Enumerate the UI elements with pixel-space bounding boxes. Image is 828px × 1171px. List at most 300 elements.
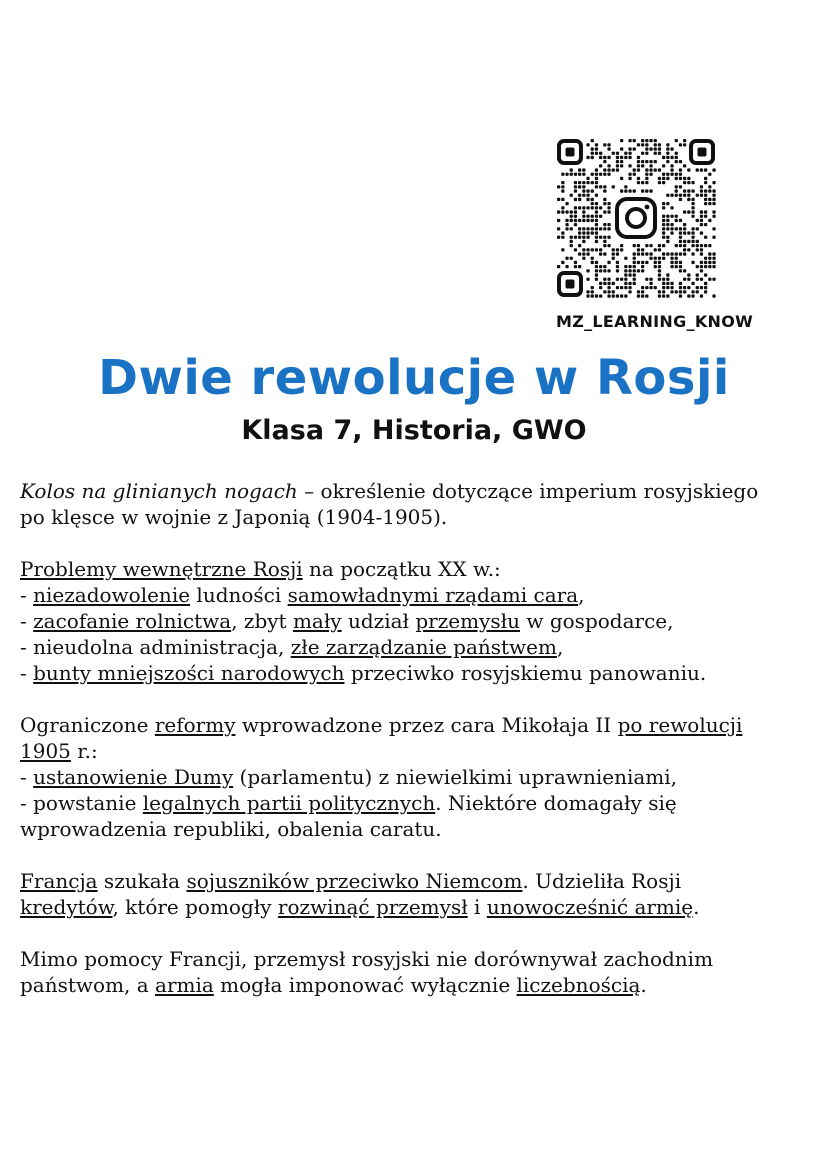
qr-module xyxy=(595,210,598,213)
qr-module xyxy=(595,240,598,243)
qr-module xyxy=(578,236,581,239)
qr-module xyxy=(624,294,627,297)
qr-module xyxy=(586,143,589,146)
qr-module xyxy=(595,194,598,197)
qr-module xyxy=(574,185,577,188)
qr-module xyxy=(570,227,573,230)
qr-module xyxy=(624,156,627,159)
qr-module xyxy=(607,286,610,289)
qr-module xyxy=(683,194,686,197)
qr-module xyxy=(595,227,598,230)
qr-module xyxy=(645,139,648,142)
qr-module xyxy=(683,290,686,293)
qr-module xyxy=(633,173,636,176)
qr-module xyxy=(595,181,598,184)
qr-module xyxy=(670,206,673,209)
qr-module xyxy=(599,173,602,176)
qr-module xyxy=(633,282,636,285)
qr-module xyxy=(691,227,694,230)
qr-module xyxy=(607,143,610,146)
qr-module xyxy=(628,282,631,285)
qr-module xyxy=(670,194,673,197)
qr-module xyxy=(662,294,665,297)
qr-module xyxy=(595,269,598,272)
qr-module xyxy=(679,252,682,255)
qr-module xyxy=(675,152,678,155)
qr-module xyxy=(683,143,686,146)
qr-module xyxy=(591,156,594,159)
qr-module xyxy=(561,181,564,184)
text-span: na początku XX w.: xyxy=(302,557,501,581)
qr-module xyxy=(649,244,652,247)
qr-module xyxy=(595,236,598,239)
qr-module xyxy=(586,177,589,180)
qr-module xyxy=(633,265,636,268)
qr-module xyxy=(704,286,707,289)
qr-module xyxy=(628,164,631,167)
qr-module xyxy=(675,160,678,163)
qr-module xyxy=(712,189,715,192)
list-item xyxy=(20,790,810,816)
qr-module xyxy=(624,257,627,260)
qr-module xyxy=(612,282,615,285)
qr-module xyxy=(654,143,657,146)
qr-module xyxy=(603,168,606,171)
qr-module xyxy=(649,278,652,281)
qr-module xyxy=(666,160,669,163)
qr-module xyxy=(616,160,619,163)
qr-module xyxy=(670,227,673,230)
paragraph-internal-problems xyxy=(20,556,810,686)
qr-module xyxy=(607,164,610,167)
qr-module xyxy=(603,278,606,281)
qr-module xyxy=(675,265,678,268)
qr-module xyxy=(708,261,711,264)
qr-module xyxy=(561,198,564,201)
qr-module xyxy=(700,244,703,247)
qr-module xyxy=(712,181,715,184)
qr-module xyxy=(654,147,657,150)
qr-module xyxy=(628,273,631,276)
qr-module xyxy=(591,231,594,234)
qr-module xyxy=(712,278,715,281)
qr-module xyxy=(574,210,577,213)
qr-module xyxy=(578,198,581,201)
qr-module xyxy=(691,294,694,297)
list-item xyxy=(20,660,810,686)
qr-module xyxy=(616,252,619,255)
qr-module xyxy=(675,139,678,142)
qr-module xyxy=(700,286,703,289)
text-line xyxy=(20,738,810,764)
qr-module xyxy=(708,185,711,188)
qr-module xyxy=(679,177,682,180)
qr-module xyxy=(565,257,568,260)
qr-module xyxy=(700,194,703,197)
underlined-term: przemysłu xyxy=(415,609,520,633)
qr-module xyxy=(675,219,678,222)
qr-module xyxy=(574,236,577,239)
qr-module xyxy=(662,156,665,159)
qr-module xyxy=(712,236,715,239)
qr-module xyxy=(704,223,707,226)
qr-module xyxy=(700,248,703,251)
qr-module xyxy=(666,278,669,281)
qr-module xyxy=(637,261,640,264)
qr-module xyxy=(574,181,577,184)
qr-module xyxy=(649,164,652,167)
list-item xyxy=(20,608,810,634)
qr-module xyxy=(557,210,560,213)
qr-module xyxy=(687,168,690,171)
qr-module xyxy=(616,278,619,281)
qr-module xyxy=(603,160,606,163)
qr-module xyxy=(645,152,648,155)
qr-module xyxy=(704,236,707,239)
qr-module xyxy=(666,177,669,180)
qr-module xyxy=(679,265,682,268)
qr-module xyxy=(633,273,636,276)
qr-module xyxy=(649,139,652,142)
qr-module xyxy=(574,198,577,201)
qr-module xyxy=(645,177,648,180)
qr-module xyxy=(578,252,581,255)
qr-module xyxy=(700,219,703,222)
qr-module xyxy=(633,244,636,247)
underlined-term: bunty mniejszości narodowych xyxy=(33,661,345,685)
text-line xyxy=(20,478,810,504)
qr-module xyxy=(607,290,610,293)
qr-module xyxy=(666,152,669,155)
qr-module xyxy=(595,215,598,218)
qr-module xyxy=(624,278,627,281)
qr-module xyxy=(607,282,610,285)
text-span: r.: xyxy=(70,739,98,763)
qr-module xyxy=(586,215,589,218)
qr-module xyxy=(704,257,707,260)
qr-module xyxy=(670,223,673,226)
qr-module xyxy=(704,202,707,205)
qr-module xyxy=(628,139,631,142)
text-span: . Udzieliła Rosji xyxy=(522,869,682,893)
qr-module xyxy=(607,223,610,226)
qr-module xyxy=(578,168,581,171)
qr-module xyxy=(654,286,657,289)
qr-module xyxy=(591,202,594,205)
qr-module xyxy=(712,198,715,201)
underlined-term: rozwinąć przemysł xyxy=(277,895,468,919)
qr-module xyxy=(641,181,644,184)
qr-module xyxy=(687,231,690,234)
qr-module xyxy=(616,286,619,289)
qr-module xyxy=(599,269,602,272)
qr-module xyxy=(645,261,648,264)
qr-module xyxy=(599,282,602,285)
qr-module xyxy=(683,244,686,247)
qr-module xyxy=(607,236,610,239)
qr-module xyxy=(637,168,640,171)
qr-module xyxy=(578,244,581,247)
qr-module xyxy=(679,261,682,264)
qr-module xyxy=(595,273,598,276)
qr-module xyxy=(565,210,568,213)
qr-module xyxy=(645,286,648,289)
text-line xyxy=(20,972,810,998)
qr-module xyxy=(607,168,610,171)
qr-module xyxy=(565,219,568,222)
qr-module xyxy=(633,189,636,192)
qr-module xyxy=(595,261,598,264)
qr-module xyxy=(599,248,602,251)
qr-module xyxy=(595,206,598,209)
qr-module xyxy=(687,177,690,180)
section-heading xyxy=(20,556,810,582)
qr-module xyxy=(645,189,648,192)
qr-module xyxy=(708,189,711,192)
qr-module xyxy=(599,286,602,289)
qr-module xyxy=(691,231,694,234)
qr-module xyxy=(700,265,703,268)
qr-module xyxy=(637,164,640,167)
qr-module xyxy=(687,189,690,192)
qr-module xyxy=(666,236,669,239)
qr-module xyxy=(633,278,636,281)
qr-module xyxy=(637,290,640,293)
qr-module xyxy=(595,219,598,222)
qr-module xyxy=(578,194,581,197)
qr-module xyxy=(582,227,585,230)
qr-module xyxy=(645,160,648,163)
qr-module xyxy=(645,252,648,255)
qr-module xyxy=(649,160,652,163)
qr-module xyxy=(620,248,623,251)
qr-module xyxy=(612,185,615,188)
text-span: mogła imponować wyłącznie xyxy=(213,973,517,997)
qr-module xyxy=(658,248,661,251)
qr-module xyxy=(675,257,678,260)
qr-module xyxy=(649,173,652,176)
qr-module xyxy=(666,173,669,176)
qr-module xyxy=(691,206,694,209)
underlined-term: złe zarządzanie państwem xyxy=(290,635,557,659)
qr-module xyxy=(683,139,686,142)
qr-module xyxy=(700,210,703,213)
qr-module xyxy=(637,294,640,297)
qr-code-image xyxy=(556,138,716,298)
qr-module xyxy=(645,294,648,297)
qr-module xyxy=(586,227,589,230)
qr-module xyxy=(708,278,711,281)
qr-module xyxy=(658,181,661,184)
qr-module xyxy=(712,168,715,171)
qr-module xyxy=(700,185,703,188)
qr-module xyxy=(591,286,594,289)
qr-module xyxy=(700,252,703,255)
qr-module xyxy=(595,248,598,251)
underlined-term: unowocześnić armię xyxy=(486,895,694,919)
qr-module xyxy=(691,198,694,201)
qr-module xyxy=(637,252,640,255)
qr-module xyxy=(557,236,560,239)
qr-module xyxy=(574,215,577,218)
qr-module xyxy=(586,231,589,234)
qr-module xyxy=(591,181,594,184)
text-span: . xyxy=(640,973,647,997)
underlined-term: legalnych partii politycznych xyxy=(142,791,436,815)
qr-module xyxy=(679,286,682,289)
qr-module xyxy=(620,286,623,289)
qr-module xyxy=(616,168,619,171)
qr-module xyxy=(586,198,589,201)
qr-module xyxy=(557,198,560,201)
text-span: przeciwko rosyjskiemu panowaniu. xyxy=(344,661,707,685)
qr-module xyxy=(620,294,623,297)
qr-module xyxy=(586,236,589,239)
underlined-term: armia xyxy=(155,973,214,997)
qr-module xyxy=(586,156,589,159)
qr-module xyxy=(658,244,661,247)
list-item xyxy=(20,634,810,660)
qr-module xyxy=(591,198,594,201)
qr-module xyxy=(645,168,648,171)
qr-module xyxy=(582,206,585,209)
qr-module xyxy=(628,290,631,293)
qr-module xyxy=(586,194,589,197)
qr-module xyxy=(704,215,707,218)
qr-module xyxy=(691,236,694,239)
underlined-term: 1905 xyxy=(20,739,71,763)
qr-module xyxy=(591,257,594,260)
qr-module xyxy=(603,173,606,176)
qr-module xyxy=(641,160,644,163)
qr-module xyxy=(586,252,589,255)
underlined-term: zacofanie rolnictwa xyxy=(33,609,232,633)
qr-module xyxy=(691,290,694,293)
qr-module xyxy=(670,168,673,171)
qr-module xyxy=(670,231,673,234)
qr-module xyxy=(704,261,707,264)
qr-module xyxy=(679,194,682,197)
qr-module xyxy=(683,286,686,289)
underlined-term: liczebnością xyxy=(516,973,641,997)
qr-module xyxy=(712,210,715,213)
qr-module xyxy=(599,265,602,268)
qr-module xyxy=(658,261,661,264)
paragraph-reforms xyxy=(20,712,810,842)
qr-module xyxy=(712,261,715,264)
qr-module xyxy=(641,189,644,192)
qr-module xyxy=(679,185,682,188)
text-span: państwom, a xyxy=(20,973,156,997)
qr-module xyxy=(574,261,577,264)
qr-module xyxy=(620,147,623,150)
text-line xyxy=(20,894,810,920)
qr-module xyxy=(616,294,619,297)
qr-module xyxy=(578,219,581,222)
qr-module xyxy=(700,215,703,218)
qr-module xyxy=(582,257,585,260)
qr-module xyxy=(603,156,606,159)
qr-module xyxy=(595,294,598,297)
qr-module xyxy=(628,286,631,289)
qr-module xyxy=(658,152,661,155)
qr-module xyxy=(712,252,715,255)
qr-module xyxy=(612,252,615,255)
qr-module xyxy=(624,282,627,285)
paragraph-france xyxy=(20,868,810,920)
qr-module xyxy=(700,261,703,264)
text-line: po klęsce w wojnie z Japonią (1904-1905). xyxy=(20,505,448,529)
qr-module xyxy=(666,143,669,146)
qr-module xyxy=(586,219,589,222)
qr-module xyxy=(696,248,699,251)
qr-module xyxy=(683,252,686,255)
qr-module xyxy=(645,147,648,150)
qr-module xyxy=(696,240,699,243)
qr-module xyxy=(582,248,585,251)
qr-module xyxy=(628,152,631,155)
qr-module xyxy=(679,160,682,163)
qr-module xyxy=(616,261,619,264)
qr-module xyxy=(607,206,610,209)
qr-module xyxy=(700,231,703,234)
qr-module xyxy=(582,252,585,255)
qr-module xyxy=(578,231,581,234)
qr-module xyxy=(599,152,602,155)
qr-module xyxy=(691,252,694,255)
text-span: , xyxy=(578,583,585,607)
qr-module xyxy=(620,164,623,167)
instagram-handle: MZ_LEARNING_KNOW xyxy=(556,312,754,331)
qr-module xyxy=(595,143,598,146)
qr-module xyxy=(612,168,615,171)
qr-module xyxy=(704,168,707,171)
qr-module xyxy=(691,282,694,285)
qr-module xyxy=(662,286,665,289)
qr-module xyxy=(574,223,577,226)
qr-module xyxy=(704,265,707,268)
qr-module xyxy=(683,231,686,234)
qr-module xyxy=(712,215,715,218)
qr-module xyxy=(595,265,598,268)
qr-module xyxy=(599,206,602,209)
qr-module xyxy=(603,143,606,146)
qr-module xyxy=(591,189,594,192)
qr-module xyxy=(574,219,577,222)
qr-module xyxy=(662,181,665,184)
qr-module xyxy=(637,160,640,163)
text-span: i xyxy=(467,895,487,919)
qr-module xyxy=(679,231,682,234)
qr-module xyxy=(582,185,585,188)
qr-module xyxy=(666,227,669,230)
qr-module xyxy=(574,248,577,251)
qr-module xyxy=(624,286,627,289)
qr-module xyxy=(645,143,648,146)
qr-module xyxy=(633,168,636,171)
italic-phrase: Kolos na glinianych nogach xyxy=(20,479,298,503)
qr-module xyxy=(561,210,564,213)
qr-module xyxy=(603,252,606,255)
qr-module xyxy=(654,168,657,171)
qr-module xyxy=(662,244,665,247)
qr-module xyxy=(637,156,640,159)
qr-module xyxy=(561,248,564,251)
qr-module xyxy=(670,257,673,260)
qr-module xyxy=(679,282,682,285)
qr-module xyxy=(607,278,610,281)
qr-module xyxy=(620,244,623,247)
